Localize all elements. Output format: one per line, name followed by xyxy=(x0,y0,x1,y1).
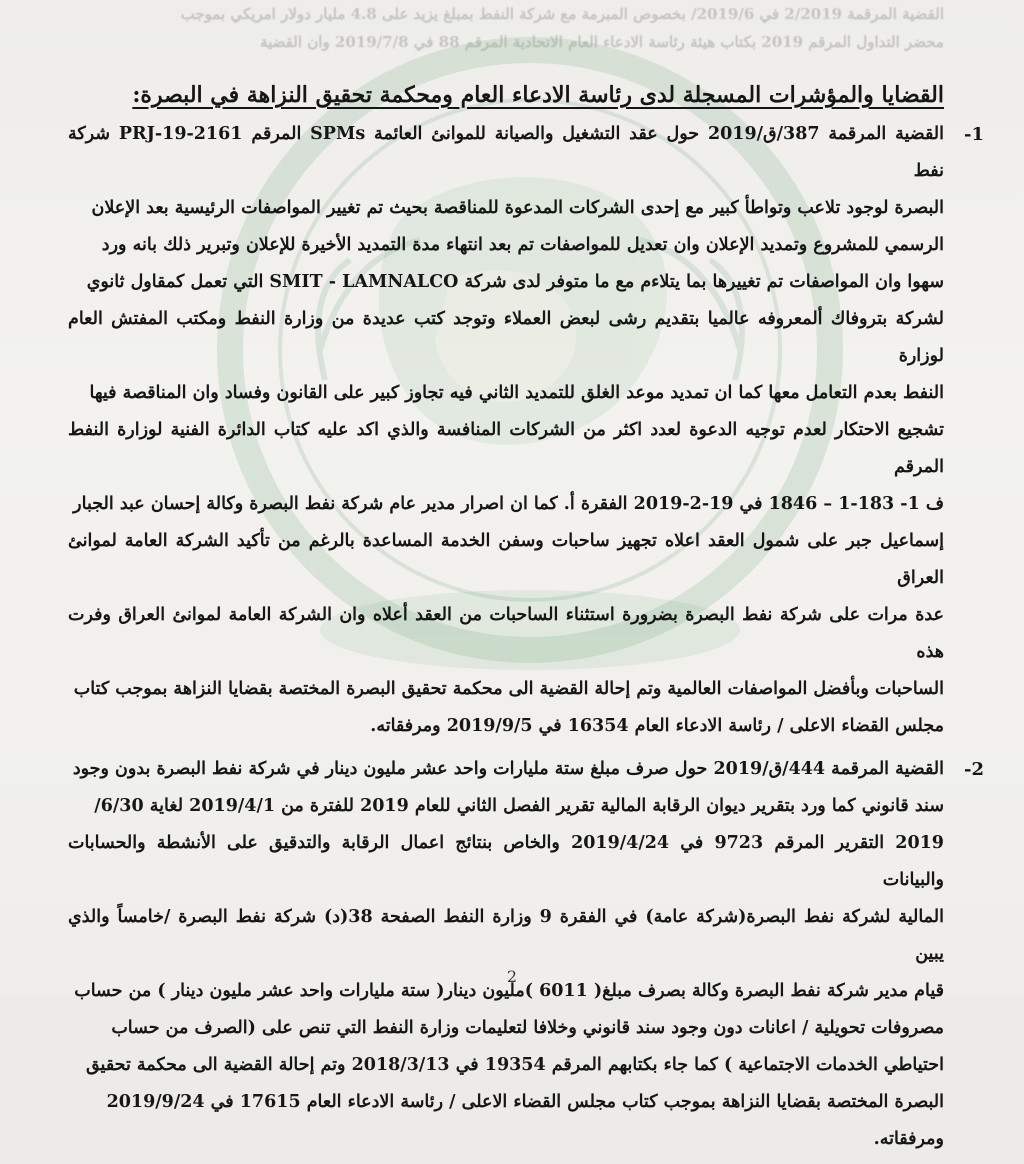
case-line: ف 1- 183-1 – 1846 في 19-2-2019 الفقرة أ. كما ان اصرار مدير عام شركة نفط البصرة وكالة إحسان عبد الجبار xyxy=(73,494,944,514)
case-line: ومرفقاته. xyxy=(873,1129,944,1149)
case-number: -1 xyxy=(964,124,984,145)
case-line: سند قانوني كما ورد بتقرير ديوان الرقابة المالية تقرير الفصل الثاني للعام 2019 للفترة من 2019/4/1 لغاية 6/30/ xyxy=(94,796,944,816)
case-line: قيام مدير شركة نفط البصرة وكالة بصرف مبلغ( 6011 )مليون دينار( ستة مليارات واحد عشر مليون دينار ) من حساب xyxy=(74,981,944,1001)
case-line: احتياطي الخدمات الاجتماعية ) كما جاء بكتابهم المرقم 19354 في 2018/3/13 وتم إحالة القضية الى محكمة تحقيق xyxy=(85,1055,944,1075)
case-line: تشجيع الاحتكار لعدم توجيه الدعوة لعدد اكثر من الشركات المنافسة والذي اكد عليه كتاب الدائرة الفنية لوزارة النفط المرقم xyxy=(68,420,944,477)
case-line: سهوا وان المواصفات تم تغييرها بما يتلاءم مع ما متوفر لدى شركة SMIT - LAMNALCO التي تعمل كمقاول ثانوي xyxy=(86,272,944,292)
case-line: مصروفات تحويلية / اعانات دون وجود سند قانوني وخلافا لتعليمات وزارة النفط التي تنص على (الصرف من حساب xyxy=(111,1018,944,1038)
case-line: القضية المرقمة 444/ق/2019 حول صرف مبلغ ستة مليارات واحد عشر مليون دينار في شركة نفط البصرة بدون وجود xyxy=(72,759,944,779)
case-line: البصرة لوجود تلاعب وتواطأ كبير مع إحدى الشركات المدعوة للمناقصة بحيث تم تغيير المواصفات الرئيسية بعد الإعلان xyxy=(91,198,944,218)
case-line: لشركة بتروفاك ألمعروفه عالميا بتقديم رشى لبعض العملاء وتوجد كتب عديدة من وزارة النفط ومكتب المفتش العام لوزارة xyxy=(68,309,944,366)
case-line: الرسمي للمشروع وتمديد الإعلان وان تعديل للمواصفات تم بعد انتهاء مدة التمديد الأخيرة للإعلان وتبرير ذلك بانه ورد xyxy=(101,235,944,255)
case-line: عدة مرات على شركة نفط البصرة بضرورة استثناء الساحبات من العقد أعلاه وان الشركة العامة لموانئ العراق وفرت هذه xyxy=(68,605,944,662)
page-number: 2 xyxy=(506,967,518,986)
document-title: القضايا والمؤشرات المسجلة لدى رئاسة الادعاء العام ومحكمة تحقيق النزاهة في البصرة: xyxy=(132,82,944,108)
bleed-line: القضية المرقمة 2/2019 في 2019/6/ بخصوص المبرمة مع شركة النفط بمبلغ يزيد على 4.8 مليار دولار امريكي بموجب xyxy=(180,5,944,23)
case-line: النفط بعدم التعامل معها كما ان تمديد موعد الغلق للتمديد الثاني فيه تجاوز كبير على القانون وفساد وان المناقصة فيها xyxy=(89,383,944,403)
case-line: إسماعيل جبر على شمول العقد اعلاه تجهيز ساحبات وسفن الخدمة المساعدة بالرغم من تأكيد الشركة العامة لموانئ العراق xyxy=(68,531,944,588)
case-line: البصرة المختصة بقضايا النزاهة بموجب كتاب مجلس القضاء الاعلى / رئاسة الادعاء العام 17615 في 2019/9/24 xyxy=(106,1092,944,1112)
case-line: المالية لشركة نفط البصرة(شركة عامة) في الفقرة 9 وزارة النفط الصفحة 38(د) شركة نفط البصرة /خامساً والذي يبين xyxy=(68,907,944,964)
case-line: القضية المرقمة 387/ق/2019 حول عقد التشغيل والصيانة للموانئ العائمة SPMs المرقم PRJ-19-2161 شركة نفط xyxy=(68,124,944,181)
bleed-line: محضر التداول المرقم 2019 بكتاب هيئة رئاسة الادعاء العام الاتحادية المرقم 88 في 2019/7/8 وان القضية xyxy=(260,33,944,51)
case-item xyxy=(68,751,984,1158)
case-line: مجلس القضاء الاعلى / رئاسة الادعاء العام 16354 في 2019/9/5 ومرفقاته. xyxy=(370,716,944,736)
case-line: الساحبات وبأفضل المواصفات العالمية وتم إحالة القضية الى محكمة تحقيق البصرة المختصة بقضايا النزاهة بموجب كتاب xyxy=(73,679,944,699)
case-line: 2019 التقرير المرقم 9723 في 2019/4/24 والخاص بنتائج اعمال الرقابة والتدقيق على الأنشطة والحسابات والبيانات xyxy=(68,833,944,890)
previous-page-bleed xyxy=(0,0,1024,62)
document-body xyxy=(68,78,984,1164)
case-item xyxy=(68,116,984,745)
case-number: -2 xyxy=(964,759,984,780)
